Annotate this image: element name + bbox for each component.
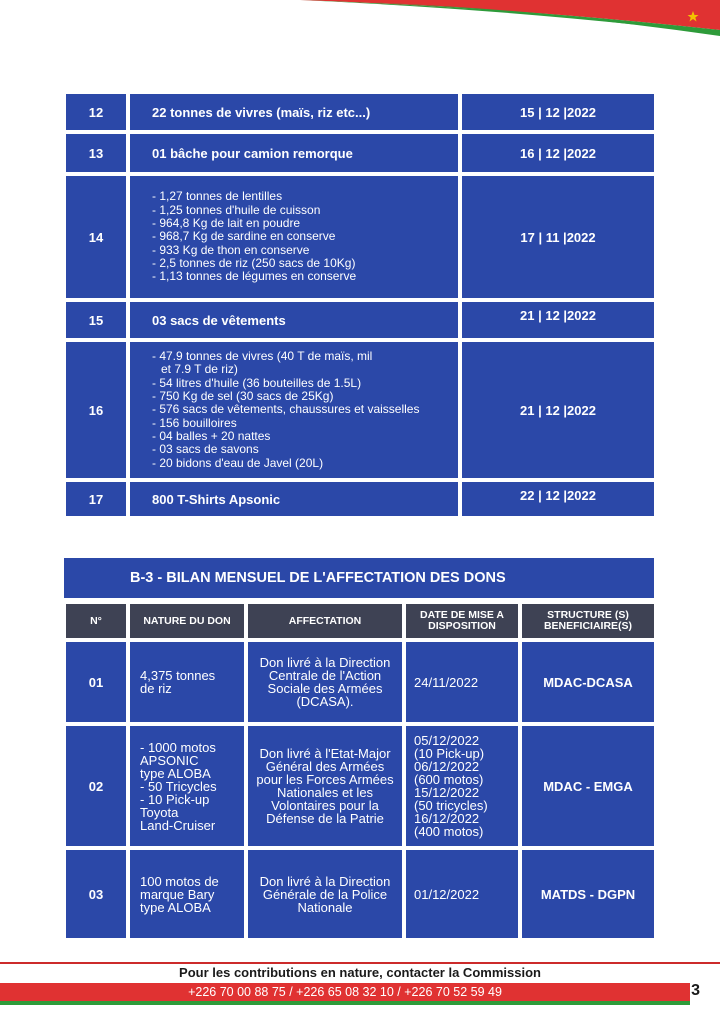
row-number: 12 [64,92,128,132]
section-title: B-3 - BILAN MENSUEL DE L'AFFECTATION DES DONS [64,558,654,598]
row-number: 02 [64,724,128,848]
list-item: - 50 Tricycles [140,778,217,794]
donation-date: 21 | 12 |2022 [460,340,656,480]
list-item: 05/12/2022 [414,733,480,748]
list-item: APSONIC [140,752,199,768]
list-item: (600 motos) [414,772,484,787]
column-header: DATE DE MISE A DISPOSITION [404,602,520,640]
donations-received-table [64,92,656,518]
beneficiary-structure: MDAC - EMGA [520,724,656,848]
nature-lines [140,741,217,832]
list-item: de riz [140,681,172,696]
list-item: - 04 balles + 20 nattes [152,428,271,443]
column-header: NATURE DU DON [128,602,246,640]
page-number: 3 [691,982,700,999]
beneficiary-structure: MATDS - DGPN [520,848,656,940]
footer-contact-text: Pour les contributions en nature, contacter la Commission [179,965,541,980]
table-row [64,480,656,518]
list-item: 06/12/2022 [414,759,480,774]
list-item: (10 Pick-up) [414,746,485,761]
donation-description [128,174,460,300]
donation-date: 17 | 11 |2022 [460,174,656,300]
list-item: 01/12/2022 [414,886,480,902]
donation-date: 21 | 12 |2022 [460,300,656,340]
table-row [64,174,656,300]
donation-nature [128,724,246,848]
list-item: - 576 sacs de vêtements, chaussures et vaisselles [152,402,420,417]
column-header: N° [64,602,128,640]
table-row [64,848,656,940]
donation-date: 15 | 12 |2022 [460,92,656,132]
nature-lines [140,669,215,695]
donation-description: 01 bâche pour camion remorque [128,132,460,174]
availability-date [404,848,520,940]
donation-item-list [152,190,356,283]
table-row [64,132,656,174]
donation-description [128,340,460,480]
donation-nature [128,640,246,724]
footer-phone-bar: +226 70 00 88 75 / +226 65 08 32 10 / +226 70 52 59 49 [0,983,690,1001]
table-row [64,340,656,480]
donation-date: 22 | 12 |2022 [460,480,656,518]
beneficiary-structure: MDAC-DCASA [520,640,656,724]
list-item: - 03 sacs de savons [152,442,259,457]
list-item: 100 motos de [140,873,219,889]
donation-nature [128,848,246,940]
affectation-text: Don livré à la Direction Centrale de l'Action Sociale des Armées (DCASA). [246,640,404,724]
list-item: 15/12/2022 [414,785,480,800]
table-row [64,724,656,848]
donation-description: 03 sacs de vêtements [128,300,460,340]
list-item: - 1,27 tonnes de lentilles [152,189,283,204]
donation-description: 800 T-Shirts Apsonic [128,480,460,518]
column-header: STRUCTURE (S) BENEFICIAIRE(S) [520,602,656,640]
list-item: Land-Cruiser [140,817,216,833]
row-number: 13 [64,132,128,174]
donation-date: 16 | 12 |2022 [460,132,656,174]
flag-swoosh-decoration [0,0,720,40]
row-number: 14 [64,174,128,300]
list-item: (400 motos) [414,824,484,839]
list-item: 16/12/2022 [414,811,480,826]
list-item: - 1,13 tonnes de légumes en conserve [152,269,357,284]
row-number: 01 [64,640,128,724]
date-lines [414,734,488,838]
affectation-text: Don livré à l'Etat-Major Général des Armées pour les Forces Armées Nationales et les Volontaires pour la Défense de la Patrie [246,724,404,848]
list-item: - 750 Kg de sel (30 sacs de 25Kg) [152,389,334,404]
availability-date [404,640,520,724]
row-number: 16 [64,340,128,480]
date-lines [414,676,478,689]
list-item: - 964,8 Kg de lait en poudre [152,216,301,231]
list-item: - 968,7 Kg de sardine en conserve [152,229,336,244]
list-item: 4,375 tonnes [140,668,216,683]
donation-allocation-table [64,602,656,940]
table-row [64,300,656,340]
list-item: (50 tricycles) [414,798,488,813]
list-item: - 20 bidons d'eau de Javel (20L) [152,455,324,470]
list-item: - 47.9 tonnes de vivres (40 T de maïs, mil [152,349,373,364]
availability-date [404,724,520,848]
list-item: type ALOBA [140,765,211,781]
list-item: - 10 Pick-up [140,791,210,807]
list-item: - 1000 motos [140,739,216,755]
footer-green-stripe [0,1001,690,1005]
row-number: 17 [64,480,128,518]
list-item: et 7.9 T de riz) [161,362,238,377]
list-item: 24/11/2022 [414,674,479,690]
row-number: 03 [64,848,128,940]
list-item: - 2,5 tonnes de riz (250 sacs de 10Kg) [152,255,356,270]
nature-lines [140,875,219,914]
list-item: marque Bary [140,886,215,902]
list-item: - 156 bouilloires [152,415,237,430]
list-item: Toyota [140,804,179,820]
donation-item-list [152,350,419,470]
list-item: - 933 Kg de thon en conserve [152,242,310,257]
list-item: - 1,25 tonnes d'huile de cuisson [152,202,321,217]
table-header-row [64,602,656,640]
footer-divider [0,962,720,964]
column-header: AFFECTATION [246,602,404,640]
date-lines [414,888,479,901]
list-item: type ALOBA [140,899,211,915]
affectation-text: Don livré à la Direction Générale de la Police Nationale [246,848,404,940]
table-row [64,92,656,132]
table-row [64,640,656,724]
list-item: - 54 litres d'huile (36 bouteilles de 1.5L) [152,375,362,390]
donation-description: 22 tonnes de vivres (maïs, riz etc...) [128,92,460,132]
row-number: 15 [64,300,128,340]
